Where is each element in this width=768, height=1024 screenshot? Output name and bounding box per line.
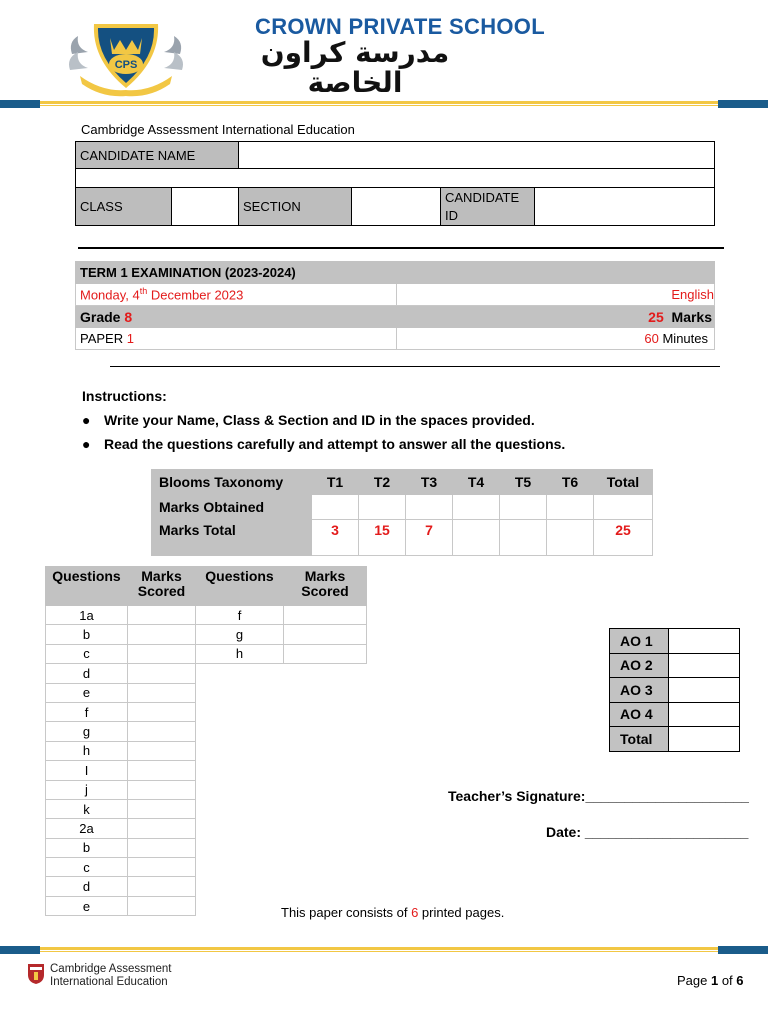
cambridge-crest-icon [27, 963, 45, 985]
table-row [46, 877, 367, 896]
exam-paper: PAPER 1 [76, 328, 397, 350]
blooms-header-cell: T5 [500, 470, 547, 495]
marks-obtained-cell[interactable] [500, 495, 547, 520]
class-field[interactable] [172, 188, 239, 226]
marks-scored-cell[interactable] [128, 896, 196, 915]
ao-label: AO 3 [610, 678, 669, 703]
logo-text: CPS [114, 59, 138, 71]
question-number: 1a [46, 606, 128, 625]
question-number: 2a [46, 819, 128, 838]
table-row [46, 683, 367, 702]
question-number: c [46, 644, 128, 663]
marks-scored-cell[interactable] [284, 625, 367, 644]
marks-scored-cell[interactable] [128, 702, 196, 721]
footer-band-gold [40, 947, 718, 950]
question-number: f [46, 702, 128, 721]
page-count-note: This paper consists of 6 printed pages. [281, 905, 505, 920]
blooms-header-cell: Total [594, 470, 653, 495]
marks-obtained-cell[interactable] [547, 495, 594, 520]
footer-band-gold-thin [40, 951, 718, 952]
marks-total-cell: 7 [406, 520, 453, 556]
ao-value-cell[interactable] [669, 678, 740, 703]
candidate-id-field[interactable] [535, 188, 715, 226]
exam-duration: 60 Minutes [397, 328, 715, 350]
ao-total-cell[interactable] [669, 727, 740, 752]
table-row [46, 606, 367, 625]
question-number: b [46, 838, 128, 857]
section-label: SECTION [239, 188, 352, 226]
teacher-signature[interactable]: Teacher’s Signature:_____________________ [448, 788, 749, 804]
header-band-right [718, 100, 768, 108]
marks-scored-cell[interactable] [128, 683, 196, 702]
question-number: e [46, 683, 128, 702]
marks-total-cell [547, 520, 594, 556]
divider-line [78, 247, 724, 249]
ao-total-label: Total [610, 727, 669, 752]
question-number: g [46, 722, 128, 741]
date-field[interactable]: Date: _____________________ [546, 824, 749, 840]
school-name-arabic: مدرسة كراون الخاصة [260, 36, 450, 99]
marks-total-label: Marks Total [152, 520, 312, 556]
footer-band-right [718, 946, 768, 954]
header-band-gold [40, 101, 718, 104]
candidate-name-label: CANDIDATE NAME [76, 142, 239, 169]
marks-scored-cell[interactable] [128, 780, 196, 799]
exam-grade: Grade 8 [76, 306, 397, 328]
marks-scored-cell[interactable] [128, 644, 196, 663]
table-row [46, 664, 367, 683]
marks-scored-cell[interactable] [128, 741, 196, 760]
table-row [46, 625, 367, 644]
marks-scored-cell[interactable] [284, 644, 367, 663]
marks-total-cell [453, 520, 500, 556]
question-number: c [46, 858, 128, 877]
table-row [46, 799, 367, 818]
marks-scored-cell[interactable] [128, 664, 196, 683]
question-number: h [196, 644, 284, 663]
question-number: I [46, 761, 128, 780]
header-band-gold-thin [40, 105, 718, 106]
marks-scored-cell[interactable] [128, 761, 196, 780]
section-field[interactable] [352, 188, 441, 226]
blooms-header-cell: T3 [406, 470, 453, 495]
marks-obtained-cell[interactable] [594, 495, 653, 520]
questions-header: Questions [196, 567, 284, 606]
table-row [46, 761, 367, 780]
candidate-name-field[interactable] [239, 142, 715, 169]
marks-total-cell [500, 520, 547, 556]
instructions-title: Instructions: [82, 388, 167, 404]
question-number: k [46, 799, 128, 818]
candidate-table [75, 141, 715, 226]
ao-value-cell[interactable] [669, 653, 740, 678]
marks-obtained-cell[interactable] [453, 495, 500, 520]
blooms-header-label: Blooms Taxonomy [152, 470, 312, 495]
instructions [82, 388, 565, 460]
instruction-item: ● Read the questions carefully and attempt to answer all the questions. [82, 436, 566, 452]
marks-total-cell: 3 [312, 520, 359, 556]
marks-scored-cell[interactable] [128, 877, 196, 896]
table-row [46, 741, 367, 760]
exam-date: Monday, 4th December 2023 [76, 284, 397, 306]
marks-obtained-cell[interactable] [359, 495, 406, 520]
table-row [46, 644, 367, 663]
questions-header: Questions [46, 567, 128, 606]
question-number: d [46, 877, 128, 896]
table-row [46, 702, 367, 721]
blooms-header-cell: T1 [312, 470, 359, 495]
school-name-english: CROWN PRIVATE SCHOOL [255, 14, 545, 39]
header-band-left [0, 100, 40, 108]
blooms-header-cell: T2 [359, 470, 406, 495]
ao-value-cell[interactable] [669, 702, 740, 727]
question-number: d [46, 664, 128, 683]
marks-total-cell: 25 [594, 520, 653, 556]
table-row [46, 780, 367, 799]
exam-board: Cambridge Assessment International Education [81, 122, 355, 137]
question-number: g [196, 625, 284, 644]
marks-scored-cell[interactable] [128, 606, 196, 625]
table-row [46, 722, 367, 741]
blooms-taxonomy-table [151, 469, 653, 556]
table-row [46, 819, 367, 838]
school-logo [66, 14, 186, 102]
exam-marks: 25 Marks [397, 306, 715, 328]
divider-line-thin [110, 366, 720, 367]
ao-label: AO 2 [610, 653, 669, 678]
marks-scored-cell[interactable] [128, 819, 196, 838]
table-row [46, 838, 367, 857]
question-number: b [46, 625, 128, 644]
marks-scored-cell[interactable] [128, 838, 196, 857]
exam-subject: English [397, 284, 715, 306]
question-number: e [46, 896, 128, 915]
instruction-item: ● Write your Name, Class & Section and ID in the spaces provided. [82, 412, 535, 428]
page-number: Page 1 of 6 [677, 973, 744, 988]
marks-obtained-cell[interactable] [312, 495, 359, 520]
exam-title: TERM 1 EXAMINATION (2023-2024) [76, 262, 715, 284]
marks-scored-cell[interactable] [128, 799, 196, 818]
class-label: CLASS [76, 188, 172, 226]
marks-scored-cell[interactable] [128, 858, 196, 877]
ao-value-cell[interactable] [669, 629, 740, 654]
ao-label: AO 4 [610, 702, 669, 727]
assessment-objectives-table [609, 628, 740, 752]
question-number: j [46, 780, 128, 799]
blooms-header-cell: T6 [547, 470, 594, 495]
exam-info-table [75, 261, 715, 350]
marks-scored-cell[interactable] [128, 625, 196, 644]
marks-obtained-cell[interactable] [406, 495, 453, 520]
candidate-spacer-row [76, 169, 715, 188]
blooms-header-cell: T4 [453, 470, 500, 495]
questions-table [45, 566, 367, 916]
marks-scored-cell[interactable] [128, 722, 196, 741]
question-number: f [196, 606, 284, 625]
footer-band-left [0, 946, 40, 954]
table-row [46, 858, 367, 877]
marks-scored-header: Marks Scored [128, 567, 196, 606]
marks-scored-header: Marks Scored [284, 567, 367, 606]
question-number: h [46, 741, 128, 760]
marks-scored-cell[interactable] [284, 606, 367, 625]
marks-total-cell: 15 [359, 520, 406, 556]
cambridge-logo-text: Cambridge Assessment International Education [50, 963, 172, 988]
ao-label: AO 1 [610, 629, 669, 654]
candidate-id-label: CANDIDATE ID [441, 188, 535, 226]
marks-obtained-label: Marks Obtained [152, 495, 312, 520]
